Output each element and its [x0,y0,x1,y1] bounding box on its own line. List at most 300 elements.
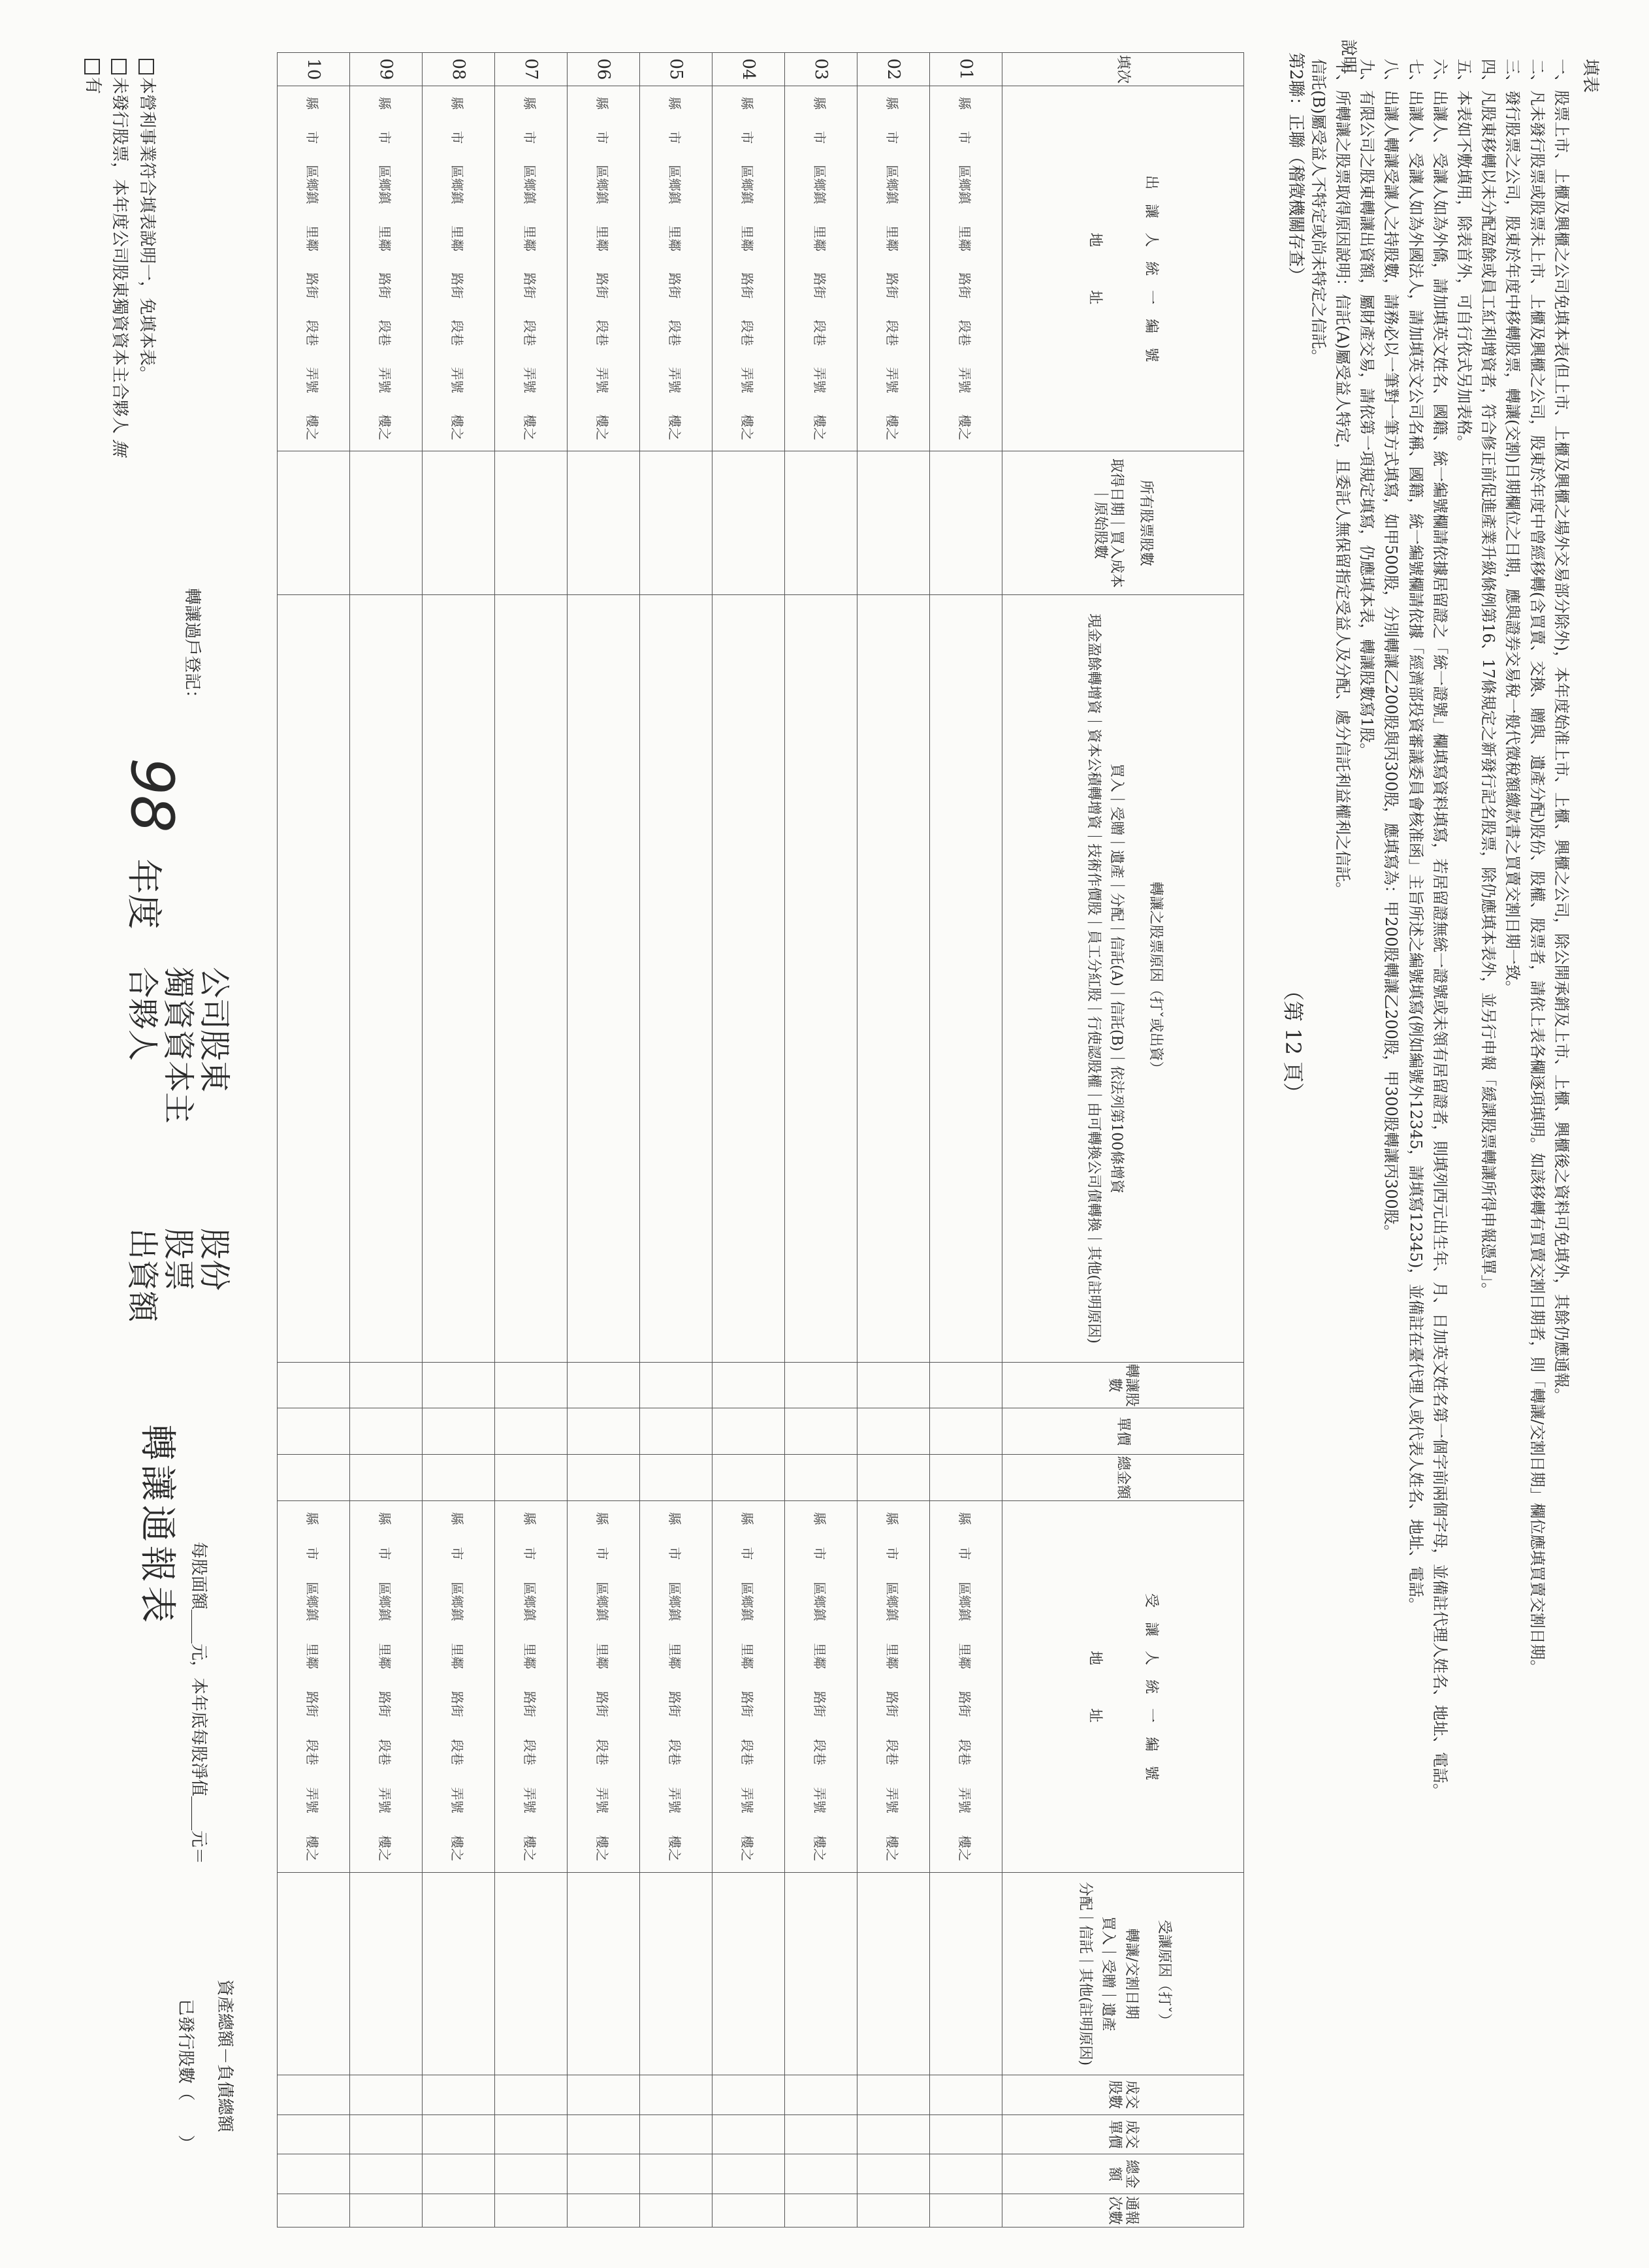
address-part: 弄號 [812,1787,828,1813]
address-part: 區鄉鎮 [304,165,321,204]
entry-cell[interactable] [350,595,423,1362]
address-template [739,1501,758,1872]
address-part: 里鄰 [667,225,683,251]
transferee-address-cell[interactable] [640,1500,712,1872]
entry-cell[interactable] [495,1408,568,1455]
entry-cell[interactable] [278,2194,350,2228]
address-part: 樓之 [667,1835,683,1862]
address-part: 路街 [739,1691,756,1717]
option-top: 本營利事業符合填表說明一，免填本表。 [133,59,160,456]
transfer-out-header: 轉讓股數 [1002,1362,1244,1408]
row-number: 05 [640,53,712,86]
entry-cell[interactable] [278,1873,350,2075]
entry-cell[interactable] [857,451,930,595]
address-part: 縣 [812,97,828,110]
entry-cell[interactable] [930,451,1002,595]
entry-cell[interactable] [640,1455,712,1501]
address-template [812,86,831,451]
address-part: 里鄰 [304,225,321,251]
address-part: 樓之 [304,1835,321,1862]
entry-cell[interactable] [857,2154,930,2194]
address-part: 樓之 [377,1835,393,1862]
entry-cell[interactable] [785,2194,857,2228]
address-part: 樓之 [377,414,393,441]
address-part: 段巷 [812,319,828,346]
address-part: 樓之 [594,414,611,441]
option-yes-checkbox[interactable] [84,59,100,74]
address-part: 縣 [449,1512,466,1525]
address-part: 市 [667,131,683,144]
asset-total: 資產總額－負債總額 [215,1979,234,2133]
address-part: 里鄰 [594,1643,611,1670]
entry-cell[interactable] [495,1362,568,1408]
address-part: 樓之 [884,1835,901,1862]
entry-cell[interactable] [857,595,930,1362]
entry-cell[interactable] [857,1455,930,1501]
address-part: 弄號 [304,1787,321,1813]
entry-cell[interactable] [930,1362,1002,1408]
entry-cell[interactable] [423,451,495,595]
address-template [667,1501,686,1872]
transferee-address-cell[interactable] [278,1500,350,1872]
address-part: 里鄰 [522,225,538,251]
address-part: 段巷 [594,1739,611,1766]
address-part: 段巷 [739,319,756,346]
address-part: 市 [522,131,538,144]
entry-cell[interactable] [785,595,857,1362]
entry-cell[interactable] [278,2154,350,2194]
address-template [594,86,613,451]
entry-cell[interactable] [350,1408,423,1455]
transferee-address-cell[interactable] [930,1500,1002,1872]
entry-cell[interactable] [278,595,350,1362]
address-template [449,1501,468,1872]
entry-cell[interactable] [930,2114,1002,2154]
address-part: 路街 [884,272,901,299]
entry-cell[interactable] [495,2154,568,2194]
amount-header: 總金額 [1002,1455,1244,1501]
address-part: 路街 [739,272,756,299]
transferor-address-cell[interactable] [640,86,712,451]
address-part: 市 [884,131,901,144]
entry-cell[interactable] [712,1455,785,1501]
address-part: 市 [739,1547,756,1561]
par-value-line: 每股面額＿＿元，本年底每股淨值＿＿元＝ [189,1542,208,1865]
entry-cell[interactable] [423,1455,495,1501]
address-part: 市 [449,131,466,144]
address-part: 弄號 [304,366,321,393]
table-row [712,53,785,2228]
entry-cell[interactable] [930,1873,1002,2075]
address-part: 市 [377,131,393,144]
entry-cell[interactable] [857,1362,930,1408]
entry-cell[interactable] [640,2114,712,2154]
entry-cell[interactable] [568,2154,640,2194]
address-part: 弄號 [667,1787,683,1813]
address-template [667,86,686,451]
entry-cell[interactable] [640,2194,712,2228]
note-2: 二、凡未發行股票或股票未上市、上櫃及興櫃之公司，股東於年度中曾經移轉(含買賣、交換、贈與、遺產分配)股份、股權、股票者，請依上表各欄逐項填明。如該移轉有買賣交割日期者，則「轉讓/交割日期」欄位應填買賣交割日期。 [1528,59,1546,1676]
address-part: 路街 [449,272,466,299]
row-number: 10 [278,53,350,86]
entry-cell[interactable] [930,2154,1002,2194]
address-part: 市 [449,1547,466,1561]
row-number: 06 [568,53,640,86]
address-part: 里鄰 [957,225,973,251]
address-part: 段巷 [812,1739,828,1766]
entry-cell[interactable] [495,451,568,595]
address-part: 樓之 [812,414,828,441]
subscribe-header: 單價 [1002,1408,1244,1455]
address-part: 區鄉鎮 [449,1581,466,1621]
entry-cell[interactable] [350,1455,423,1501]
transferor-address-cell[interactable] [278,86,350,451]
entry-cell[interactable] [785,2075,857,2114]
entry-cell[interactable] [857,1873,930,2075]
row-number: 04 [712,53,785,86]
entry-cell[interactable] [930,2194,1002,2228]
entry-cell[interactable] [278,1362,350,1408]
address-part: 區鄉鎮 [377,1581,393,1621]
table-header-row [1002,53,1244,2228]
entry-cell[interactable] [712,2075,785,2114]
entry-cell[interactable] [640,2154,712,2194]
address-part: 區鄉鎮 [522,1581,538,1621]
form-type-left: 公司股東 獨資資本主 合夥人 [123,967,232,1124]
entry-cell[interactable] [930,1455,1002,1501]
entry-cell[interactable] [712,2154,785,2194]
address-part: 弄號 [449,366,466,393]
address-part: 段巷 [667,1739,683,1766]
entry-cell[interactable] [495,2114,568,2154]
address-template [449,86,468,451]
entry-cell[interactable] [712,2194,785,2228]
note-8: 八、出讓人轉讓受讓人之持股數，請務必以一筆對一筆方式填寫，如甲500股，分別轉讓乙200股與丙300股，應填寫為：甲200股轉讓乙200股，甲300股轉讓丙300股。 [1382,59,1401,1240]
entry-cell[interactable] [423,1873,495,2075]
entry-cell[interactable] [640,595,712,1362]
address-part: 市 [304,1547,321,1561]
entry-cell[interactable] [568,2114,640,2154]
transferee-address-cell[interactable] [857,1500,930,1872]
address-part: 樓之 [957,1835,973,1862]
entry-cell[interactable] [568,2075,640,2114]
address-part: 路街 [594,272,611,299]
entry-cell[interactable] [857,2194,930,2228]
entry-cell[interactable] [785,451,857,595]
address-part: 區鄉鎮 [812,165,828,204]
entry-cell[interactable] [495,595,568,1362]
entry-cell[interactable] [930,595,1002,1362]
transferor-address-cell[interactable] [785,86,857,451]
entry-cell[interactable] [640,451,712,595]
address-template [522,86,541,451]
address-template [522,1501,541,1872]
entry-cell[interactable] [712,451,785,595]
address-part: 樓之 [304,414,321,441]
address-part: 段巷 [449,319,466,346]
entry-cell[interactable] [568,595,640,1362]
address-part: 路街 [377,272,393,299]
address-part: 弄號 [884,1787,901,1813]
address-part: 里鄰 [667,1643,683,1670]
note-5: 五、本表如不敷填用，除表首外，可自行依式另加表格。 [1454,59,1473,451]
transferee-address-cell[interactable] [495,1500,568,1872]
table-row [640,53,712,2228]
address-template [884,86,903,451]
note-9: 九、有限公司之股東轉讓出資額，屬財產交易，請依第一項規定填寫，仍應填本表，轉讓股數寫1股。 [1358,59,1377,759]
address-part: 弄號 [377,366,393,393]
address-part: 縣 [522,1512,538,1525]
entry-cell[interactable] [568,451,640,595]
entry-cell[interactable] [278,1408,350,1455]
address-part: 縣 [884,97,901,110]
transferor-address-cell[interactable] [712,86,785,451]
entry-cell[interactable] [278,451,350,595]
table-row [278,53,350,2228]
transferee-address-cell[interactable] [785,1500,857,1872]
address-part: 里鄰 [812,1643,828,1670]
entry-cell[interactable] [568,1873,640,2075]
table-row [423,53,495,2228]
option-block [78,59,160,456]
transferee-address-cell[interactable] [423,1500,495,1872]
address-part: 樓之 [957,414,973,441]
table-row [857,53,930,2228]
address-part: 市 [667,1547,683,1561]
address-template [377,86,396,451]
entry-cell[interactable] [568,1455,640,1501]
address-part: 區鄉鎮 [449,165,466,204]
entry-cell[interactable] [423,2194,495,2228]
note-4: 四、凡股東移轉以未分配盈餘或員工紅利增資者，符合修正前促進產業升級條例第16、17條規定之新發行記名股票，除仍應填本表外，並另行申報「緩課股票轉讓所得申報憑單」。 [1479,59,1498,1299]
address-part: 里鄰 [957,1643,973,1670]
entry-cell[interactable] [712,1408,785,1455]
address-part: 段巷 [884,1739,901,1766]
entry-cell[interactable] [785,2154,857,2194]
address-part: 區鄉鎮 [594,1581,611,1621]
transferor-address-cell[interactable] [857,86,930,451]
address-part: 里鄰 [812,225,828,251]
entry-cell[interactable] [785,1455,857,1501]
entry-cell[interactable] [857,2075,930,2114]
note-11: 信託(B)屬受益人不特定或尚未特定之信託。 [1309,59,1328,365]
address-part: 縣 [739,97,756,110]
entry-cell[interactable] [423,2114,495,2154]
entry-cell[interactable] [857,2114,930,2154]
address-part: 路街 [304,1691,321,1717]
option-yes: 有 [78,59,106,456]
address-part: 里鄰 [304,1643,321,1670]
address-part: 弄號 [377,1787,393,1813]
address-part: 路街 [667,1691,683,1717]
address-part: 弄號 [739,1787,756,1813]
entry-cell[interactable] [350,2114,423,2154]
entry-cell[interactable] [785,1362,857,1408]
table-row [495,53,568,2228]
entry-cell[interactable] [278,2075,350,2114]
address-part: 樓之 [884,414,901,441]
entry-cell[interactable] [423,1408,495,1455]
entry-cell[interactable] [640,1362,712,1408]
address-part: 路街 [957,272,973,299]
address-template [377,1501,396,1872]
notes-side-label: 說明 [1338,39,1358,74]
address-part: 市 [812,131,828,144]
address-part: 段巷 [377,319,393,346]
entry-cell[interactable] [350,1362,423,1408]
address-template [304,86,323,451]
entry-cell[interactable] [423,595,495,1362]
notes-label: 填表 [1580,59,1600,93]
transferee-address-cell[interactable] [712,1500,785,1872]
address-part: 市 [739,131,756,144]
entry-cell[interactable] [712,1362,785,1408]
address-part: 縣 [812,1512,828,1525]
address-part: 市 [594,131,611,144]
address-part: 弄號 [667,366,683,393]
address-part: 段巷 [304,1739,321,1766]
table-row [568,53,640,2228]
address-template [304,1501,323,1872]
entry-cell[interactable] [930,1408,1002,1455]
address-part: 路街 [957,1691,973,1717]
note-3: 三、發行股票之公司，股東於年度中移轉股票，轉讓(交割)日期欄位之日期，應與證券交易稅一般代徵稅額繳款書之買賣交割日期一致。 [1503,59,1522,996]
entry-cell[interactable] [857,1408,930,1455]
row-number: 03 [785,53,857,86]
address-part: 區鄉鎮 [884,165,901,204]
transferor-address-cell[interactable] [930,86,1002,451]
address-part: 市 [304,131,321,144]
address-template [739,86,758,451]
entry-cell[interactable] [785,1408,857,1455]
address-part: 里鄰 [594,225,611,251]
transferor-address-cell[interactable] [350,86,423,451]
year-handwritten: 98年度 [118,758,186,930]
address-part: 路街 [304,272,321,299]
entry-cell[interactable] [495,1873,568,2075]
address-part: 弄號 [449,1787,466,1813]
address-part: 區鄉鎮 [739,165,756,204]
address-part: 里鄰 [739,225,756,251]
page-number: （第 12 頁） [1281,980,1305,1104]
address-template [957,86,976,451]
entry-cell[interactable] [712,1873,785,2075]
address-part: 區鄉鎮 [957,165,973,204]
address-part: 縣 [594,97,611,110]
address-part: 段巷 [667,319,683,346]
entry-cell[interactable] [495,2194,568,2228]
address-part: 區鄉鎮 [957,1581,973,1621]
row-number: 07 [495,53,568,86]
entry-cell[interactable] [350,2154,423,2194]
address-part: 路街 [812,272,828,299]
entry-cell[interactable] [423,2154,495,2194]
address-part: 弄號 [594,366,611,393]
address-part: 區鄉鎮 [304,1581,321,1621]
entry-cell[interactable] [423,1362,495,1408]
entry-cell[interactable] [423,2075,495,2114]
entry-cell[interactable] [568,2194,640,2228]
form-type-right: 股份 股票 出資額 [123,1228,232,1323]
issued-shares: 已發行股數（ ） [176,1999,195,2152]
transferee-address-cell[interactable] [350,1500,423,1872]
entry-cell[interactable] [568,1408,640,1455]
entry-cell[interactable] [350,2075,423,2114]
address-part: 里鄰 [449,225,466,251]
address-part: 縣 [957,97,973,110]
entry-cell[interactable] [640,2075,712,2114]
entry-cell[interactable] [712,595,785,1362]
entry-cell[interactable] [785,1873,857,2075]
address-part: 縣 [739,1512,756,1525]
address-part: 里鄰 [377,1643,393,1670]
transferee-address-cell[interactable] [568,1500,640,1872]
address-part: 路街 [667,272,683,299]
entry-cell[interactable] [568,1362,640,1408]
entry-cell[interactable] [640,1873,712,2075]
note-7: 七、出讓人、受讓人如為外國法人，請加填英文公司名稱、國籍，統一編號欄請依據「經濟部投資審議委員會核准函」主旨所述之編號填寫(例如編號外12345，請填寫12345)，並備註在臺代理人或代表人姓名、地址、電話。 [1406,59,1425,1613]
table-row [930,53,1002,2228]
row-number: 09 [350,53,423,86]
entry-cell[interactable] [930,2075,1002,2114]
address-part: 區鄉鎮 [884,1581,901,1621]
address-part: 弄號 [957,1787,973,1813]
address-part: 縣 [304,97,321,110]
option-mid-checkbox[interactable] [111,59,127,74]
address-part: 區鄉鎮 [522,165,538,204]
address-template [957,1501,976,1872]
entry-cell[interactable] [495,1455,568,1501]
address-part: 路街 [594,1691,611,1717]
address-part: 縣 [957,1512,973,1525]
address-part: 縣 [667,1512,683,1525]
note-6: 六、出讓人、受讓人如為外僑，請加填英文姓名、國籍、統一編號欄請依據居留證之「統一證號」欄填寫資料填寫，若居留證無統一證號或未領有居留證者，則填列西元出生年、月、日加英文姓名第一個字前兩個字母，並備註代理人姓名、地址、電話。 [1430,59,1449,1799]
address-part: 區鄉鎮 [594,165,611,204]
transferor-address-cell[interactable] [568,86,640,451]
entry-cell[interactable] [495,2075,568,2114]
address-part: 弄號 [522,1787,538,1813]
address-template [884,1501,903,1872]
entry-cell[interactable] [640,1408,712,1455]
entry-cell[interactable] [350,1873,423,2075]
entry-cell[interactable] [712,2114,785,2154]
address-part: 縣 [304,1512,321,1525]
address-part: 弄號 [812,366,828,393]
entry-cell[interactable] [785,2114,857,2154]
table-row [785,53,857,2228]
address-part: 區鄉鎮 [812,1581,828,1621]
entry-cell[interactable] [350,451,423,595]
address-part: 區鄉鎮 [377,165,393,204]
address-part: 市 [957,131,973,144]
entry-cell[interactable] [278,1455,350,1501]
transferor-address-cell[interactable] [423,86,495,451]
entry-cell[interactable] [278,2114,350,2154]
address-part: 里鄰 [449,1643,466,1670]
transferor-address-cell[interactable] [495,86,568,451]
address-part: 里鄰 [522,1643,538,1670]
address-part: 市 [812,1547,828,1561]
address-part: 市 [377,1547,393,1561]
receive-shares-header: 成交股數 [1002,2075,1244,2114]
table-row [350,53,423,2228]
option-top-checkbox[interactable] [138,59,154,74]
address-part: 段巷 [304,319,321,346]
receive-reason-header: 受讓原因（打ˇ） 轉讓/交割日期 買入｜受贈｜遺產 分配｜信託｜其他(註明原因) [1002,1873,1244,2075]
entry-cell[interactable] [350,2194,423,2228]
transfer-table [277,52,1244,2228]
receive-amount-header: 總金額 [1002,2154,1244,2194]
